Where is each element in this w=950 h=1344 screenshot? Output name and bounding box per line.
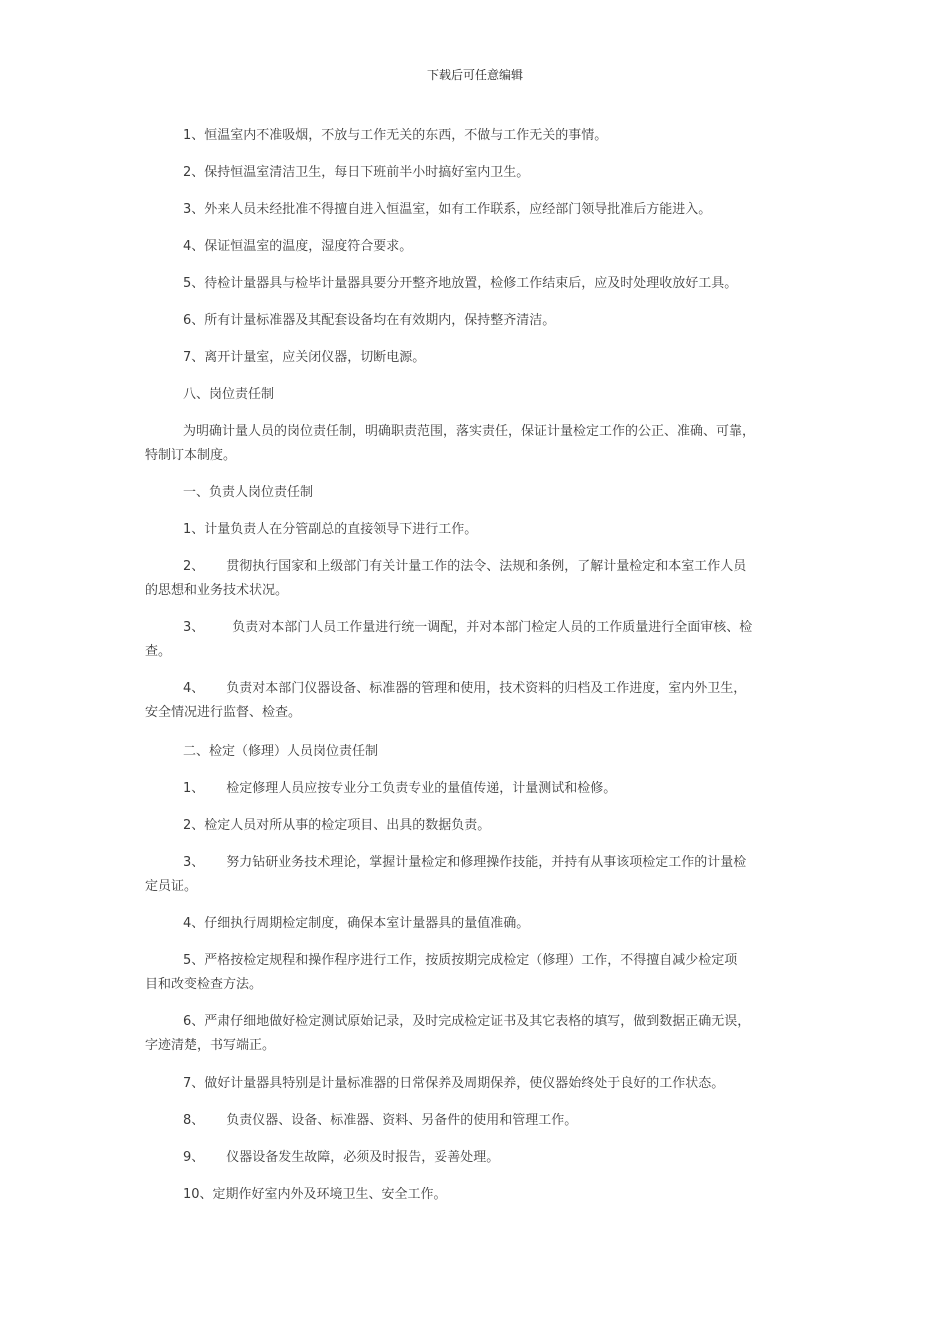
paragraph-line: 的思想和业务技术状况。 [145,583,289,598]
paragraph-rule-6 [145,309,810,333]
paragraph-rule-4 [145,235,810,259]
paragraph-line [145,616,810,640]
paragraph-line: 6、所有计量标准器及其配套设备均在有效期内，保持整齐清洁。 [183,313,556,328]
item-number: 9、 [183,1150,205,1165]
paragraph-line: 6、严肃仔细地做好检定测试原始记录，及时完成检定证书及其它表格的填写，做到数据正确无误， [183,1014,751,1029]
paragraph-line: 4、保证恒温室的温度，湿度符合要求。 [183,239,413,254]
paragraph-line: 5、严格按检定规程和操作程序进行工作，按质按期完成检定（修理）工作，不得擅自减少检定项 [183,953,738,968]
section-heading-responsibility [145,383,810,407]
paragraph-line [145,777,810,801]
paragraph-line: 4、仔细执行周期检定制度，确保本室计量器具的量值准确。 [183,916,530,931]
paragraph-line: 5、待检计量器具与检毕计量器具要分开整齐地放置，检修工作结束后，应及时处理收放好工具。 [183,276,738,291]
paragraph-inspector-9 [145,1146,810,1170]
paragraph-line: 7、做好计量器具特别是计量标准器的日常保养及周期保养，使仪器始终处于良好的工作状态。 [183,1076,725,1091]
paragraph-inspector-7 [145,1072,810,1096]
paragraph-line: 3、外来人员未经批准不得擅自进入恒温室，如有工作联系，应经部门领导批准后方能进入。 [183,202,712,217]
paragraph-line [145,555,810,579]
paragraph-inspector-8 [145,1109,810,1133]
item-number: 2、 [183,559,205,574]
item-number: 4、 [183,681,205,696]
item-text: 负责对本部门仪器设备、标准器的管理和使用，技术资料的归档及工作进度，室内外卫生， [226,681,747,696]
paragraph-line: 10、定期作好室内外及环境卫生、安全工作。 [183,1187,447,1202]
item-text: 努力钻研业务技术理论，掌握计量检定和修理操作技能，并持有从事该项检定工作的计量检 [226,855,747,870]
paragraph-line: 2、保持恒温室清洁卫生，每日下班前半小时搞好室内卫生。 [183,165,530,180]
item-text: 检定修理人员应按专业分工负责专业的量值传递，计量测试和检修。 [226,781,617,796]
paragraph-leader-1 [145,518,810,542]
paragraph-rule-5 [145,272,810,296]
paragraph-intro [145,420,810,468]
paragraph-line: 安全情况进行监督、检查。 [145,705,302,720]
page-header: 下载后可任意编辑 [426,68,523,82]
item-text: 贯彻执行国家和上级部门有关计量工作的法令、法规和条例，了解计量检定和本室工作人员 [226,559,747,574]
item-text: 仪器设备发生故障，必须及时报告，妥善处理。 [226,1150,500,1165]
subheading-text: 二、检定（修理）人员岗位责任制 [183,744,379,759]
subheading-leader-duties [145,481,810,505]
paragraph-line [145,677,810,701]
item-text: 负责仪器、设备、标准器、资料、另备件的使用和管理工作。 [226,1113,578,1128]
paragraph-inspector-6 [145,1010,810,1058]
paragraph-line [145,851,810,875]
paragraph-inspector-4 [145,912,810,936]
paragraph-line: 目和改变检查方法。 [145,977,263,992]
paragraph-line: 字迹清楚，书写端正。 [145,1038,276,1053]
paragraph-inspector-5 [145,949,810,997]
paragraph-line: 7、离开计量室，应关闭仪器，切断电源。 [183,350,426,365]
paragraph-line: 1、计量负责人在分管副总的直接领导下进行工作。 [183,522,478,537]
item-number: 1、 [183,781,205,796]
paragraph-line [145,1109,810,1133]
paragraph-inspector-1 [145,777,810,801]
section-heading-text: 八、岗位责任制 [183,387,275,402]
paragraph-inspector-3 [145,851,810,899]
item-text: 负责对本部门人员工作量进行统一调配，并对本部门检定人员的工作质量进行全面审核、检 [232,620,753,635]
item-number: 3、 [183,855,205,870]
item-number: 8、 [183,1113,205,1128]
paragraph-rule-7 [145,346,810,370]
paragraph-rule-1 [145,124,810,148]
paragraph-leader-2 [145,555,810,603]
paragraph-rule-2 [145,161,810,185]
paragraph-line: 特制订本制度。 [145,448,237,463]
paragraph-line: 定员证。 [145,879,198,894]
paragraph-leader-3 [145,616,810,664]
item-number: 3、 [183,620,205,635]
paragraph-line: 为明确计量人员的岗位责任制，明确职责范围，落实责任，保证计量检定工作的公正、准确、可靠， [183,424,756,439]
paragraph-inspector-2 [145,814,810,838]
subheading-inspector-duties [145,740,810,764]
paragraph-line: 1、恒温室内不准吸烟，不放与工作无关的东西，不做与工作无关的事情。 [183,128,608,143]
paragraph-line: 2、检定人员对所从事的检定项目、出具的数据负责。 [183,818,491,833]
paragraph-inspector-10 [145,1183,810,1207]
paragraph-line: 查。 [145,644,172,659]
subheading-text: 一、负责人岗位责任制 [183,485,314,500]
paragraph-line [145,1146,810,1170]
paragraph-rule-3 [145,198,810,222]
paragraph-leader-4 [145,677,810,725]
